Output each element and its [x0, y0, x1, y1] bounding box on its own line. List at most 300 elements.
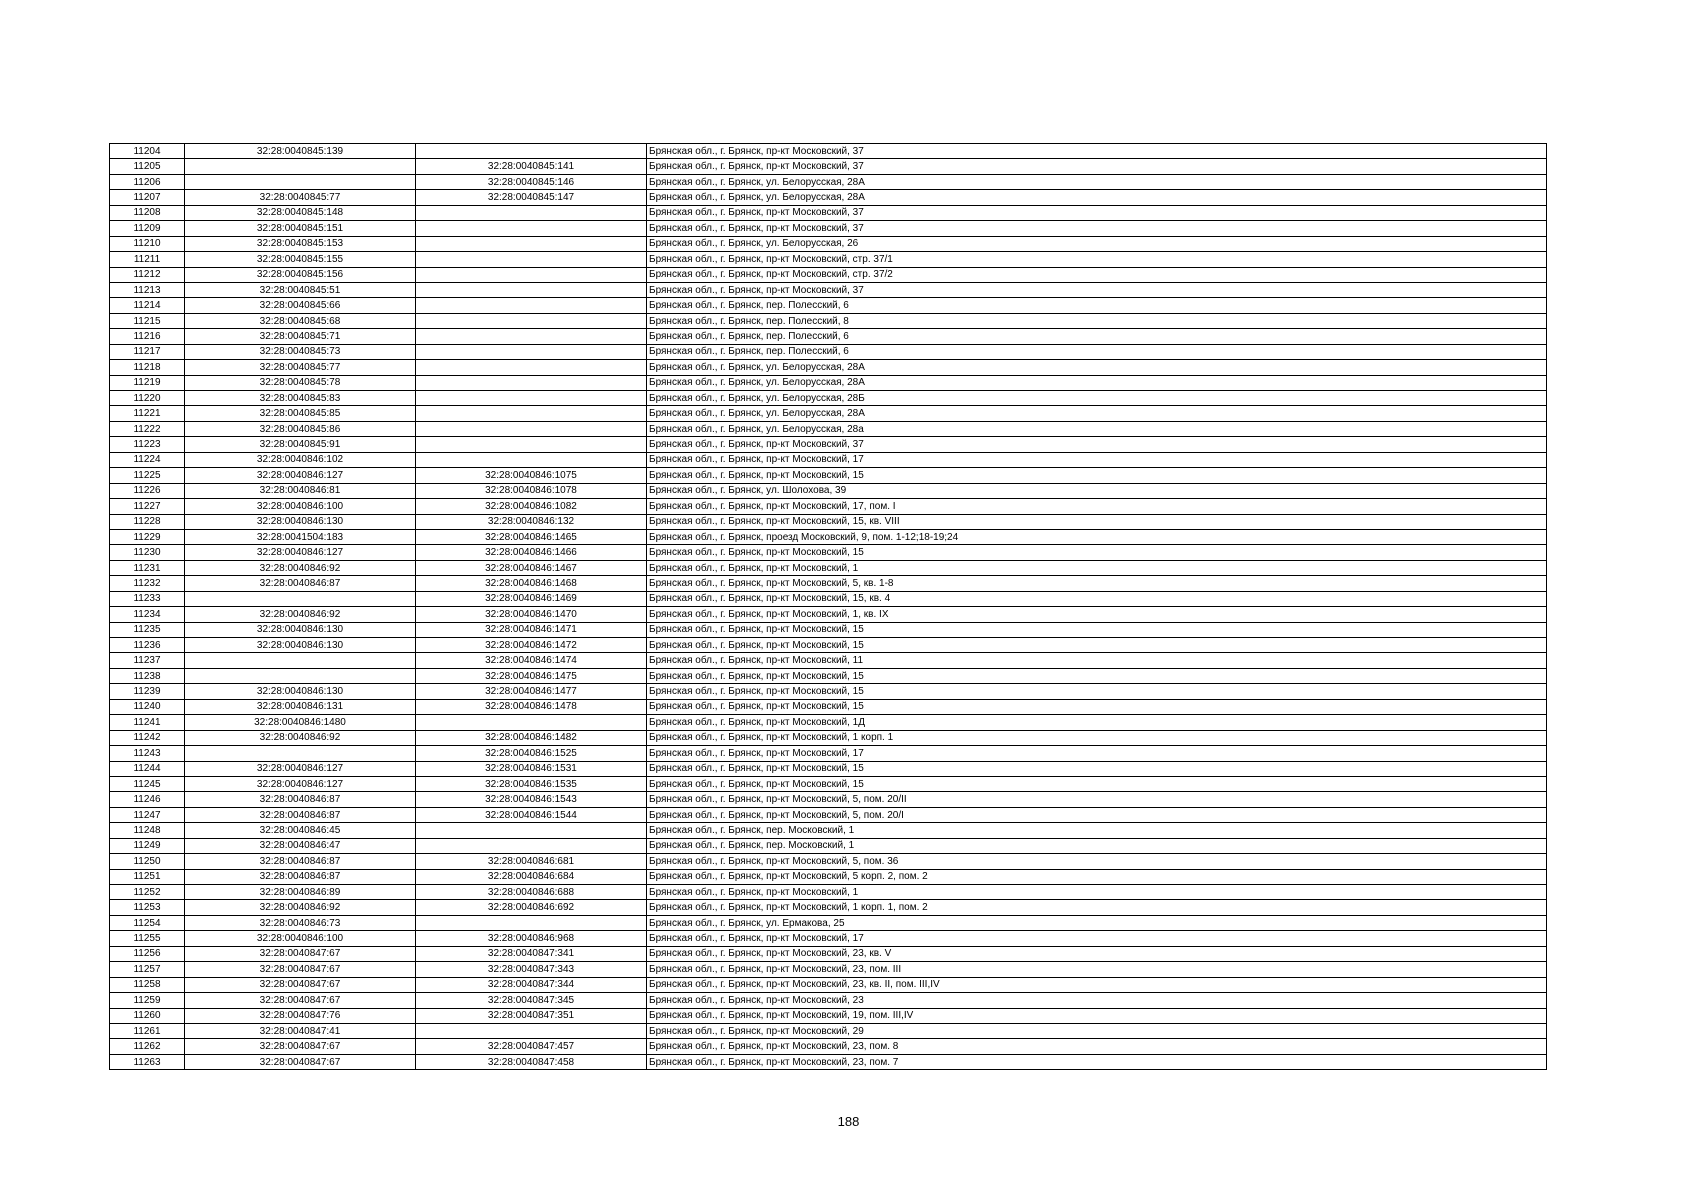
row-number-cell: 11205 [110, 159, 185, 174]
address-cell: Брянская обл., г. Брянск, пер. Полесский, 6 [647, 329, 1547, 344]
address-cell: Брянская обл., г. Брянск, ул. Белорусская, 28А [647, 190, 1547, 205]
address-cell: Брянская обл., г. Брянск, ул. Шолохова, 39 [647, 483, 1547, 498]
address-cell: Брянская обл., г. Брянск, пр-кт Московский, 37 [647, 144, 1547, 159]
cadastral-number-cell: 32:28:0040846:87 [185, 807, 416, 822]
object-cadastral-number-cell: 32:28:0040846:1531 [416, 761, 647, 776]
address-cell: Брянская обл., г. Брянск, пр-кт Московский, 1 корп. 1, пом. 2 [647, 900, 1547, 915]
object-cadastral-number-cell [416, 329, 647, 344]
table-row [110, 591, 1547, 606]
table-row [110, 1039, 1547, 1054]
table-row [110, 699, 1547, 714]
object-cadastral-number-cell [416, 421, 647, 436]
address-cell: Брянская обл., г. Брянск, пр-кт Московский, 1Д [647, 715, 1547, 730]
cadastral-number-cell: 32:28:0040846:87 [185, 854, 416, 869]
cadastral-number-cell: 32:28:0040846:127 [185, 776, 416, 791]
object-cadastral-number-cell: 32:28:0040845:141 [416, 159, 647, 174]
object-cadastral-number-cell: 32:28:0040847:345 [416, 993, 647, 1008]
table-row [110, 653, 1547, 668]
object-cadastral-number-cell [416, 282, 647, 297]
cadastral-number-cell: 32:28:0040845:85 [185, 406, 416, 421]
table-row [110, 221, 1547, 236]
object-cadastral-number-cell: 32:28:0040846:1078 [416, 483, 647, 498]
cadastral-number-cell: 32:28:0040846:89 [185, 885, 416, 900]
table-row [110, 282, 1547, 297]
row-number-cell: 11218 [110, 360, 185, 375]
cadastral-number-cell: 32:28:0040846:127 [185, 468, 416, 483]
address-cell: Брянская обл., г. Брянск, пр-кт Московский, 17 [647, 746, 1547, 761]
cadastral-number-cell: 32:28:0040846:92 [185, 730, 416, 745]
row-number-cell: 11246 [110, 792, 185, 807]
table-row [110, 746, 1547, 761]
object-cadastral-number-cell: 32:28:0040846:1543 [416, 792, 647, 807]
address-cell: Брянская обл., г. Брянск, ул. Белорусская, 28А [647, 174, 1547, 189]
address-cell: Брянская обл., г. Брянск, пр-кт Московский, 1 корп. 1 [647, 730, 1547, 745]
address-cell: Брянская обл., г. Брянск, пр-кт Московский, 15 [647, 622, 1547, 637]
cadastral-number-cell: 32:28:0040846:81 [185, 483, 416, 498]
object-cadastral-number-cell [416, 221, 647, 236]
cadastral-number-cell: 32:28:0040845:148 [185, 205, 416, 220]
object-cadastral-number-cell: 32:28:0040846:132 [416, 514, 647, 529]
address-cell: Брянская обл., г. Брянск, пр-кт Московский, 23, пом. 7 [647, 1054, 1547, 1069]
address-cell: Брянская обл., г. Брянск, пр-кт Московский, 15 [647, 776, 1547, 791]
table-row [110, 869, 1547, 884]
address-cell: Брянская обл., г. Брянск, пр-кт Московский, 37 [647, 159, 1547, 174]
table-row [110, 529, 1547, 544]
object-cadastral-number-cell: 32:28:0040846:1075 [416, 468, 647, 483]
object-cadastral-number-cell: 32:28:0040845:146 [416, 174, 647, 189]
cadastral-number-cell: 32:28:0040846:131 [185, 699, 416, 714]
row-number-cell: 11232 [110, 576, 185, 591]
table-row [110, 144, 1547, 159]
object-cadastral-number-cell: 32:28:0040846:1544 [416, 807, 647, 822]
row-number-cell: 11207 [110, 190, 185, 205]
table-row [110, 344, 1547, 359]
object-cadastral-number-cell: 32:28:0040846:1469 [416, 591, 647, 606]
cadastral-number-cell: 32:28:0040845:77 [185, 360, 416, 375]
cadastral-number-cell: 32:28:0040845:86 [185, 421, 416, 436]
cadastral-number-cell: 32:28:0040845:71 [185, 329, 416, 344]
table-row [110, 1054, 1547, 1069]
cadastral-number-cell: 32:28:0040845:73 [185, 344, 416, 359]
table-row [110, 329, 1547, 344]
object-cadastral-number-cell: 32:28:0040846:688 [416, 885, 647, 900]
row-number-cell: 11240 [110, 699, 185, 714]
table-row [110, 854, 1547, 869]
registry-table-body [110, 144, 1547, 1070]
address-cell: Брянская обл., г. Брянск, пр-кт Московский, стр. 37/1 [647, 252, 1547, 267]
cadastral-number-cell [185, 746, 416, 761]
row-number-cell: 11225 [110, 468, 185, 483]
cadastral-number-cell: 32:28:0040845:155 [185, 252, 416, 267]
address-cell: Брянская обл., г. Брянск, пр-кт Московский, 15 [647, 684, 1547, 699]
cadastral-number-cell [185, 591, 416, 606]
address-cell: Брянская обл., г. Брянск, пр-кт Московский, 5, пом. 36 [647, 854, 1547, 869]
address-cell: Брянская обл., г. Брянск, ул. Белорусская, 28а [647, 421, 1547, 436]
address-cell: Брянская обл., г. Брянск, ул. Белорусская, 28А [647, 360, 1547, 375]
object-cadastral-number-cell [416, 344, 647, 359]
table-row [110, 159, 1547, 174]
object-cadastral-number-cell [416, 298, 647, 313]
row-number-cell: 11237 [110, 653, 185, 668]
address-cell: Брянская обл., г. Брянск, пр-кт Московский, 23, кв. V [647, 946, 1547, 961]
table-row [110, 452, 1547, 467]
cadastral-number-cell: 32:28:0040847:67 [185, 946, 416, 961]
cadastral-number-cell: 32:28:0040845:66 [185, 298, 416, 313]
cadastral-number-cell: 32:28:0040846:130 [185, 514, 416, 529]
table-row [110, 391, 1547, 406]
object-cadastral-number-cell [416, 360, 647, 375]
address-cell: Брянская обл., г. Брянск, проезд Московский, 9, пом. 1-12;18-19;24 [647, 529, 1547, 544]
table-row [110, 931, 1547, 946]
cadastral-number-cell: 32:28:0040845:68 [185, 313, 416, 328]
row-number-cell: 11213 [110, 282, 185, 297]
address-cell: Брянская обл., г. Брянск, пр-кт Московский, 1 [647, 560, 1547, 575]
object-cadastral-number-cell: 32:28:0040847:341 [416, 946, 647, 961]
object-cadastral-number-cell [416, 437, 647, 452]
cadastral-number-cell: 32:28:0040846:1480 [185, 715, 416, 730]
table-row [110, 993, 1547, 1008]
object-cadastral-number-cell: 32:28:0040846:1482 [416, 730, 647, 745]
address-cell: Брянская обл., г. Брянск, пр-кт Московский, 5, пом. 20/I [647, 807, 1547, 822]
cadastral-number-cell: 32:28:0040846:92 [185, 607, 416, 622]
row-number-cell: 11245 [110, 776, 185, 791]
page-number: 188 [837, 1114, 860, 1129]
cadastral-number-cell: 32:28:0040847:67 [185, 977, 416, 992]
object-cadastral-number-cell: 32:28:0040846:1525 [416, 746, 647, 761]
row-number-cell: 11249 [110, 838, 185, 853]
row-number-cell: 11228 [110, 514, 185, 529]
table-row [110, 313, 1547, 328]
address-cell: Брянская обл., г. Брянск, пр-кт Московский, 15 [647, 545, 1547, 560]
cadastral-number-cell: 32:28:0040846:130 [185, 622, 416, 637]
cadastral-number-cell [185, 668, 416, 683]
object-cadastral-number-cell [416, 1023, 647, 1038]
cadastral-number-cell: 32:28:0040845:78 [185, 375, 416, 390]
cadastral-number-cell: 32:28:0040846:92 [185, 560, 416, 575]
object-cadastral-number-cell: 32:28:0040846:1082 [416, 499, 647, 514]
object-cadastral-number-cell: 32:28:0040846:1470 [416, 607, 647, 622]
table-row [110, 1023, 1547, 1038]
table-row [110, 638, 1547, 653]
address-cell: Брянская обл., г. Брянск, ул. Ермакова, 25 [647, 915, 1547, 930]
address-cell: Брянская обл., г. Брянск, пер. Полесский, 6 [647, 298, 1547, 313]
cadastral-number-cell: 32:28:0040847:67 [185, 1054, 416, 1069]
row-number-cell: 11204 [110, 144, 185, 159]
table-row [110, 236, 1547, 251]
row-number-cell: 11216 [110, 329, 185, 344]
object-cadastral-number-cell: 32:28:0040846:1466 [416, 545, 647, 560]
row-number-cell: 11222 [110, 421, 185, 436]
cadastral-number-cell: 32:28:0040846:92 [185, 900, 416, 915]
object-cadastral-number-cell [416, 267, 647, 282]
object-cadastral-number-cell: 32:28:0040846:1468 [416, 576, 647, 591]
cadastral-number-cell [185, 159, 416, 174]
address-cell: Брянская обл., г. Брянск, пр-кт Московский, 1 [647, 885, 1547, 900]
cadastral-number-cell: 32:28:0040846:130 [185, 638, 416, 653]
address-cell: Брянская обл., г. Брянск, пр-кт Московский, 5 корп. 2, пом. 2 [647, 869, 1547, 884]
cadastral-number-cell: 32:28:0040846:47 [185, 838, 416, 853]
table-row [110, 468, 1547, 483]
object-cadastral-number-cell [416, 236, 647, 251]
table-row [110, 946, 1547, 961]
row-number-cell: 11250 [110, 854, 185, 869]
object-cadastral-number-cell: 32:28:0040846:1467 [416, 560, 647, 575]
row-number-cell: 11230 [110, 545, 185, 560]
row-number-cell: 11215 [110, 313, 185, 328]
row-number-cell: 11262 [110, 1039, 185, 1054]
table-row [110, 560, 1547, 575]
address-cell: Брянская обл., г. Брянск, пр-кт Московский, 23, пом. 8 [647, 1039, 1547, 1054]
row-number-cell: 11211 [110, 252, 185, 267]
address-cell: Брянская обл., г. Брянск, пр-кт Московский, 37 [647, 205, 1547, 220]
row-number-cell: 11220 [110, 391, 185, 406]
object-cadastral-number-cell: 32:28:0040846:1477 [416, 684, 647, 699]
table-row [110, 807, 1547, 822]
object-cadastral-number-cell: 32:28:0040846:684 [416, 869, 647, 884]
cadastral-number-cell: 32:28:0040847:76 [185, 1008, 416, 1023]
table-row [110, 668, 1547, 683]
address-cell: Брянская обл., г. Брянск, ул. Белорусская, 28А [647, 406, 1547, 421]
row-number-cell: 11226 [110, 483, 185, 498]
row-number-cell: 11244 [110, 761, 185, 776]
row-number-cell: 11210 [110, 236, 185, 251]
address-cell: Брянская обл., г. Брянск, пр-кт Московский, 37 [647, 221, 1547, 236]
object-cadastral-number-cell [416, 452, 647, 467]
address-cell: Брянская обл., г. Брянск, ул. Белорусская, 28А [647, 375, 1547, 390]
row-number-cell: 11231 [110, 560, 185, 575]
table-row [110, 298, 1547, 313]
row-number-cell: 11236 [110, 638, 185, 653]
object-cadastral-number-cell: 32:28:0040847:343 [416, 962, 647, 977]
object-cadastral-number-cell: 32:28:0040846:1474 [416, 653, 647, 668]
cadastral-number-cell: 32:28:0040847:67 [185, 962, 416, 977]
table-row [110, 205, 1547, 220]
object-cadastral-number-cell: 32:28:0040846:968 [416, 931, 647, 946]
cadastral-registry-table [109, 143, 1547, 1070]
address-cell: Брянская обл., г. Брянск, пр-кт Московский, 17, пом. I [647, 499, 1547, 514]
table-row [110, 900, 1547, 915]
object-cadastral-number-cell: 32:28:0040846:1471 [416, 622, 647, 637]
address-cell: Брянская обл., г. Брянск, пр-кт Московский, 37 [647, 282, 1547, 297]
object-cadastral-number-cell: 32:28:0040847:344 [416, 977, 647, 992]
cadastral-number-cell: 32:28:0040846:87 [185, 869, 416, 884]
row-number-cell: 11259 [110, 993, 185, 1008]
row-number-cell: 11241 [110, 715, 185, 730]
row-number-cell: 11248 [110, 823, 185, 838]
address-cell: Брянская обл., г. Брянск, пр-кт Московский, 15 [647, 699, 1547, 714]
object-cadastral-number-cell [416, 375, 647, 390]
table-row [110, 761, 1547, 776]
address-cell: Брянская обл., г. Брянск, пр-кт Московский, 15, кв. 4 [647, 591, 1547, 606]
cadastral-number-cell: 32:28:0040846:87 [185, 576, 416, 591]
cadastral-number-cell: 32:28:0040845:91 [185, 437, 416, 452]
row-number-cell: 11251 [110, 869, 185, 884]
address-cell: Брянская обл., г. Брянск, пр-кт Московский, 19, пом. III,IV [647, 1008, 1547, 1023]
row-number-cell: 11214 [110, 298, 185, 313]
row-number-cell: 11238 [110, 668, 185, 683]
table-row [110, 915, 1547, 930]
table-row [110, 499, 1547, 514]
object-cadastral-number-cell: 32:28:0040846:1465 [416, 529, 647, 544]
row-number-cell: 11233 [110, 591, 185, 606]
table-row [110, 684, 1547, 699]
object-cadastral-number-cell: 32:28:0040846:1472 [416, 638, 647, 653]
cadastral-number-cell: 32:28:0040846:127 [185, 545, 416, 560]
cadastral-number-cell: 32:28:0040847:41 [185, 1023, 416, 1038]
address-cell: Брянская обл., г. Брянск, пер. Московский, 1 [647, 838, 1547, 853]
row-number-cell: 11235 [110, 622, 185, 637]
address-cell: Брянская обл., г. Брянск, ул. Белорусская, 28Б [647, 391, 1547, 406]
row-number-cell: 11256 [110, 946, 185, 961]
cadastral-number-cell: 32:28:0040846:100 [185, 931, 416, 946]
row-number-cell: 11221 [110, 406, 185, 421]
table-row [110, 483, 1547, 498]
row-number-cell: 11257 [110, 962, 185, 977]
table-row [110, 823, 1547, 838]
object-cadastral-number-cell [416, 823, 647, 838]
cadastral-number-cell: 32:28:0040847:67 [185, 993, 416, 1008]
table-row [110, 730, 1547, 745]
address-cell: Брянская обл., г. Брянск, пр-кт Московский, 5, кв. 1-8 [647, 576, 1547, 591]
row-number-cell: 11255 [110, 931, 185, 946]
table-row [110, 607, 1547, 622]
cadastral-number-cell: 32:28:0040846:100 [185, 499, 416, 514]
object-cadastral-number-cell [416, 313, 647, 328]
row-number-cell: 11227 [110, 499, 185, 514]
address-cell: Брянская обл., г. Брянск, пр-кт Московский, 37 [647, 437, 1547, 452]
row-number-cell: 11242 [110, 730, 185, 745]
row-number-cell: 11219 [110, 375, 185, 390]
object-cadastral-number-cell: 32:28:0040846:1478 [416, 699, 647, 714]
object-cadastral-number-cell: 32:28:0040847:351 [416, 1008, 647, 1023]
row-number-cell: 11224 [110, 452, 185, 467]
object-cadastral-number-cell [416, 915, 647, 930]
address-cell: Брянская обл., г. Брянск, ул. Белорусская, 26 [647, 236, 1547, 251]
table-row [110, 421, 1547, 436]
row-number-cell: 11258 [110, 977, 185, 992]
object-cadastral-number-cell: 32:28:0040846:681 [416, 854, 647, 869]
object-cadastral-number-cell [416, 205, 647, 220]
object-cadastral-number-cell [416, 406, 647, 421]
object-cadastral-number-cell [416, 715, 647, 730]
row-number-cell: 11239 [110, 684, 185, 699]
row-number-cell: 11252 [110, 885, 185, 900]
address-cell: Брянская обл., г. Брянск, пер. Полесский, 8 [647, 313, 1547, 328]
row-number-cell: 11212 [110, 267, 185, 282]
object-cadastral-number-cell: 32:28:0040845:147 [416, 190, 647, 205]
cadastral-number-cell: 32:28:0040846:73 [185, 915, 416, 930]
table-row [110, 190, 1547, 205]
address-cell: Брянская обл., г. Брянск, пр-кт Московский, 15 [647, 668, 1547, 683]
object-cadastral-number-cell: 32:28:0040846:1535 [416, 776, 647, 791]
row-number-cell: 11229 [110, 529, 185, 544]
cadastral-number-cell: 32:28:0040845:153 [185, 236, 416, 251]
address-cell: Брянская обл., г. Брянск, пр-кт Московский, 23 [647, 993, 1547, 1008]
table-row [110, 885, 1547, 900]
cadastral-number-cell: 32:28:0040846:45 [185, 823, 416, 838]
address-cell: Брянская обл., г. Брянск, пр-кт Московский, 15 [647, 761, 1547, 776]
cadastral-number-cell: 32:28:0040846:87 [185, 792, 416, 807]
table-row [110, 267, 1547, 282]
cadastral-number-cell: 32:28:0040845:51 [185, 282, 416, 297]
row-number-cell: 11208 [110, 205, 185, 220]
address-cell: Брянская обл., г. Брянск, пр-кт Московский, 15, кв. VIII [647, 514, 1547, 529]
row-number-cell: 11209 [110, 221, 185, 236]
table-row [110, 715, 1547, 730]
table-row [110, 962, 1547, 977]
row-number-cell: 11247 [110, 807, 185, 822]
cadastral-number-cell [185, 174, 416, 189]
object-cadastral-number-cell [416, 144, 647, 159]
address-cell: Брянская обл., г. Брянск, пр-кт Московский, 5, пом. 20/II [647, 792, 1547, 807]
address-cell: Брянская обл., г. Брянск, пр-кт Московский, 17 [647, 452, 1547, 467]
address-cell: Брянская обл., г. Брянск, пр-кт Московский, 23, пом. III [647, 962, 1547, 977]
table-row [110, 977, 1547, 992]
table-row [110, 1008, 1547, 1023]
row-number-cell: 11254 [110, 915, 185, 930]
table-row [110, 776, 1547, 791]
object-cadastral-number-cell: 32:28:0040846:1475 [416, 668, 647, 683]
object-cadastral-number-cell: 32:28:0040847:457 [416, 1039, 647, 1054]
address-cell: Брянская обл., г. Брянск, пер. Полесский, 6 [647, 344, 1547, 359]
address-cell: Брянская обл., г. Брянск, пр-кт Московский, 23, кв. II, пом. III,IV [647, 977, 1547, 992]
cadastral-number-cell: 32:28:0040845:151 [185, 221, 416, 236]
cadastral-number-cell: 32:28:0040845:156 [185, 267, 416, 282]
address-cell: Брянская обл., г. Брянск, пр-кт Московский, 29 [647, 1023, 1547, 1038]
cadastral-number-cell [185, 653, 416, 668]
address-cell: Брянская обл., г. Брянск, пр-кт Московский, 15 [647, 468, 1547, 483]
cadastral-number-cell: 32:28:0040845:77 [185, 190, 416, 205]
table-row [110, 545, 1547, 560]
table-row [110, 360, 1547, 375]
address-cell: Брянская обл., г. Брянск, пр-кт Московский, 11 [647, 653, 1547, 668]
row-number-cell: 11234 [110, 607, 185, 622]
row-number-cell: 11253 [110, 900, 185, 915]
table-row [110, 792, 1547, 807]
table-row [110, 252, 1547, 267]
address-cell: Брянская обл., г. Брянск, пр-кт Московский, 1, кв. IX [647, 607, 1547, 622]
cadastral-number-cell: 32:28:0040846:130 [185, 684, 416, 699]
object-cadastral-number-cell [416, 838, 647, 853]
row-number-cell: 11206 [110, 174, 185, 189]
row-number-cell: 11263 [110, 1054, 185, 1069]
address-cell: Брянская обл., г. Брянск, пр-кт Московский, 15 [647, 638, 1547, 653]
row-number-cell: 11261 [110, 1023, 185, 1038]
table-row [110, 576, 1547, 591]
object-cadastral-number-cell [416, 252, 647, 267]
table-row [110, 437, 1547, 452]
address-cell: Брянская обл., г. Брянск, пер. Московский, 1 [647, 823, 1547, 838]
cadastral-number-cell: 32:28:0040846:127 [185, 761, 416, 776]
cadastral-number-cell: 32:28:0040847:67 [185, 1039, 416, 1054]
row-number-cell: 11223 [110, 437, 185, 452]
address-cell: Брянская обл., г. Брянск, пр-кт Московский, стр. 37/2 [647, 267, 1547, 282]
object-cadastral-number-cell [416, 391, 647, 406]
object-cadastral-number-cell: 32:28:0040846:692 [416, 900, 647, 915]
table-row [110, 838, 1547, 853]
cadastral-number-cell: 32:28:0040845:83 [185, 391, 416, 406]
object-cadastral-number-cell: 32:28:0040847:458 [416, 1054, 647, 1069]
table-row [110, 514, 1547, 529]
table-row [110, 406, 1547, 421]
cadastral-number-cell: 32:28:0040846:102 [185, 452, 416, 467]
table-row [110, 375, 1547, 390]
table-row [110, 174, 1547, 189]
cadastral-number-cell: 32:28:0041504:183 [185, 529, 416, 544]
address-cell: Брянская обл., г. Брянск, пр-кт Московский, 17 [647, 931, 1547, 946]
row-number-cell: 11243 [110, 746, 185, 761]
row-number-cell: 11260 [110, 1008, 185, 1023]
